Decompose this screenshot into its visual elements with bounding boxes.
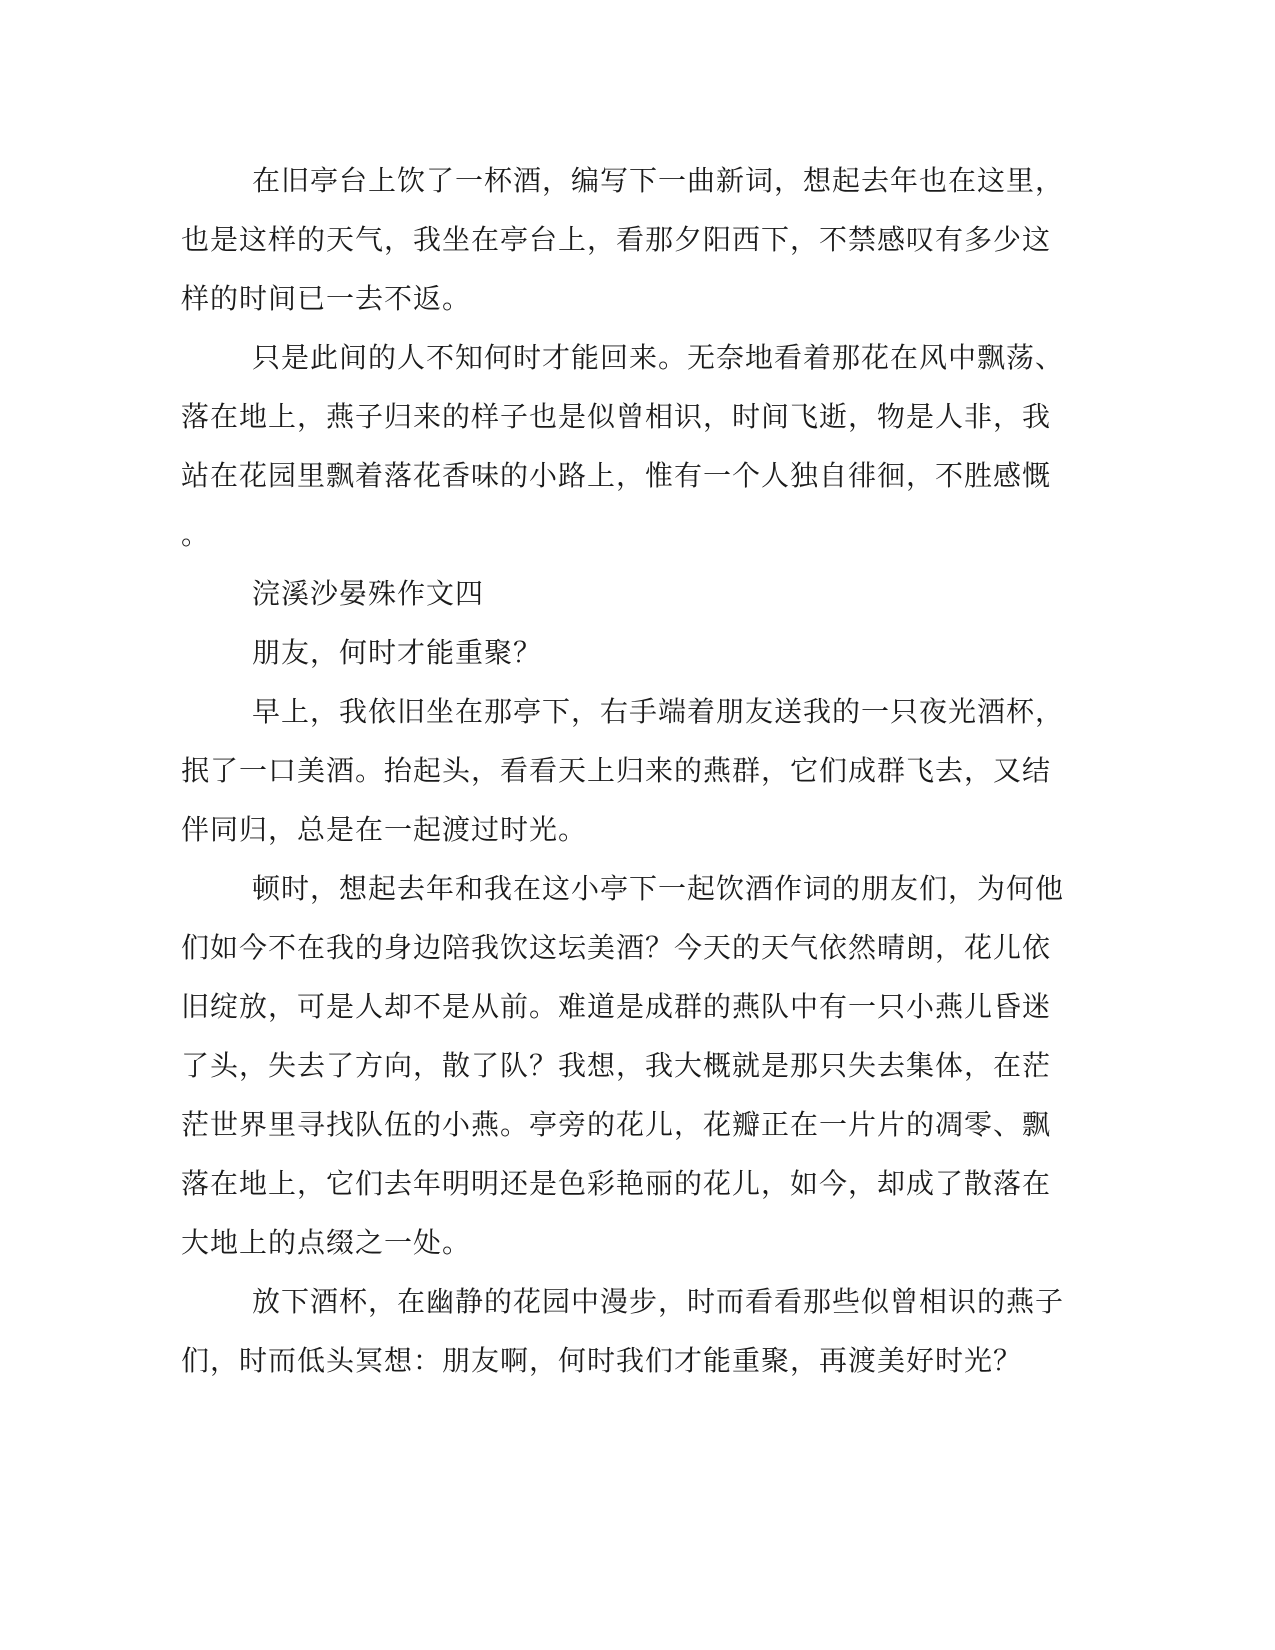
text-line: 样的时间已一去不返。 bbox=[181, 282, 472, 315]
text-line: 站在花园里飘着落花香味的小路上，惟有一个人独自徘徊，不胜感慨 bbox=[181, 459, 1052, 492]
text-line: 。 bbox=[181, 518, 211, 551]
text-line: 们，时而低头冥想：朋友啊，何时我们才能重聚，再渡美好时光？ bbox=[181, 1344, 1023, 1377]
text-line: 放下酒杯，在幽静的花园中漫步，时而看看那些似曾相识的燕子 bbox=[252, 1285, 1065, 1318]
text-line: 大地上的点缀之一处。 bbox=[181, 1226, 472, 1259]
text-line: 了头，失去了方向，散了队？我想，我大概就是那只失去集体，在茫 bbox=[181, 1049, 1052, 1082]
text-line: 伴同归，总是在一起渡过时光。 bbox=[181, 813, 588, 846]
text-line: 落在地上，它们去年明明还是色彩艳丽的花儿，如今，却成了散落在 bbox=[181, 1167, 1052, 1200]
text-line: 茫世界里寻找队伍的小燕。亭旁的花儿，花瓣正在一片片的凋零、飘 bbox=[181, 1108, 1052, 1141]
essay-title: 朋友，何时才能重聚？ bbox=[252, 636, 543, 669]
text-line: 只是此间的人不知何时才能回来。无奈地看着那花在风中飘荡、 bbox=[252, 341, 1065, 374]
text-line: 们如今不在我的身边陪我饮这坛美酒？今天的天气依然晴朗，花儿依 bbox=[181, 931, 1052, 964]
section-heading: 浣溪沙晏殊作文四 bbox=[252, 577, 485, 610]
text-line: 在旧亭台上饮了一杯酒，编写下一曲新词，想起去年也在这里， bbox=[252, 164, 1065, 197]
text-line: 顿时，想起去年和我在这小亭下一起饮酒作词的朋友们，为何他 bbox=[252, 872, 1065, 905]
text-line: 早上，我依旧坐在那亭下，右手端着朋友送我的一只夜光酒杯， bbox=[252, 695, 1065, 728]
text-line: 落在地上，燕子归来的样子也是似曾相识，时间飞逝，物是人非，我 bbox=[181, 400, 1052, 433]
text-line: 旧绽放，可是人却不是从前。难道是成群的燕队中有一只小燕儿昏迷 bbox=[181, 990, 1052, 1023]
text-line: 抿了一口美酒。抬起头，看看天上归来的燕群，它们成群飞去，又结 bbox=[181, 754, 1052, 787]
text-line: 也是这样的天气，我坐在亭台上，看那夕阳西下，不禁感叹有多少这 bbox=[181, 223, 1052, 256]
